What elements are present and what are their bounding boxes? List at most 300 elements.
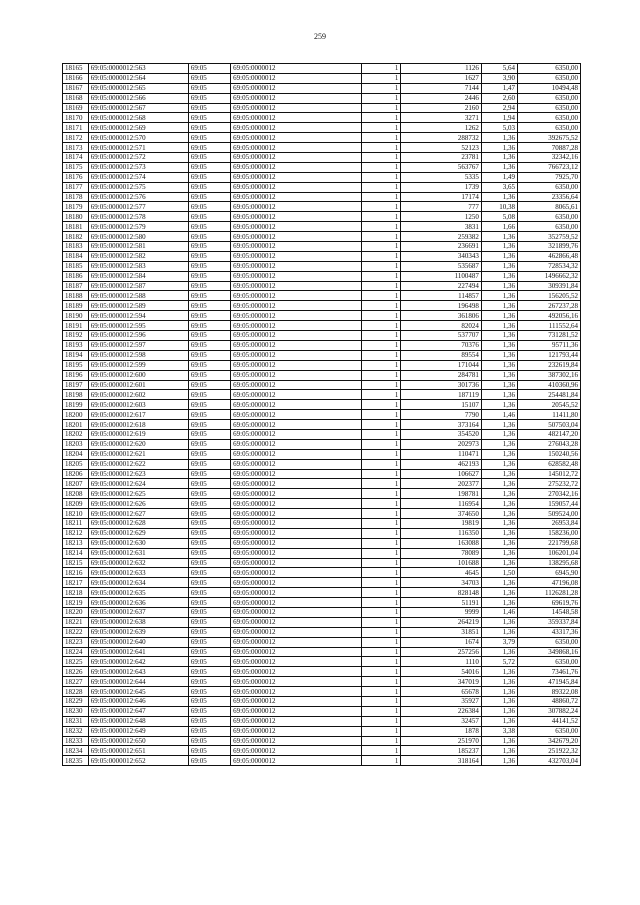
row-number-cell: 18233 <box>63 736 89 746</box>
area-cell: 106627 <box>401 469 481 479</box>
cadastral-number-cell: 69:05:0000012:575 <box>88 182 188 192</box>
region-code-cell: 69:05 <box>188 697 230 707</box>
row-number-cell: 18205 <box>63 459 89 469</box>
region-code-cell: 69:05 <box>188 528 230 538</box>
count-cell: 1 <box>362 746 401 756</box>
rate-cell: 1,36 <box>481 756 517 766</box>
value-cell: 6350,00 <box>518 182 581 192</box>
region-code-cell: 69:05 <box>188 588 230 598</box>
cadastral-number-cell: 69:05:0000012:589 <box>88 301 188 311</box>
value-cell: 10494,48 <box>518 83 581 93</box>
area-cell: 65678 <box>401 687 481 697</box>
region-code-cell: 69:05 <box>188 736 230 746</box>
count-cell: 1 <box>362 103 401 113</box>
cadastral-block-cell: 69:05:0000012 <box>231 736 362 746</box>
count-cell: 1 <box>362 449 401 459</box>
cadastral-number-cell: 69:05:0000012:587 <box>88 281 188 291</box>
cadastral-block-cell: 69:05:0000012 <box>231 182 362 192</box>
count-cell: 1 <box>362 410 401 420</box>
rate-cell: 3,38 <box>481 726 517 736</box>
area-cell: 116954 <box>401 499 481 509</box>
area-cell: 3271 <box>401 113 481 123</box>
value-cell: 267237,28 <box>518 301 581 311</box>
table-row <box>63 340 581 350</box>
rate-cell: 1,36 <box>481 321 517 331</box>
region-code-cell: 69:05 <box>188 716 230 726</box>
cadastral-number-cell: 69:05:0000012:650 <box>88 736 188 746</box>
region-code-cell: 69:05 <box>188 242 230 252</box>
cadastral-block-cell: 69:05:0000012 <box>231 627 362 637</box>
row-number-cell: 18226 <box>63 667 89 677</box>
area-cell: 82024 <box>401 321 481 331</box>
count-cell: 1 <box>362 607 401 617</box>
cadastral-block-cell: 69:05:0000012 <box>231 64 362 74</box>
table-row <box>63 528 581 538</box>
table-row <box>63 459 581 469</box>
count-cell: 1 <box>362 568 401 578</box>
cadastral-number-cell: 69:05:0000012:651 <box>88 746 188 756</box>
row-number-cell: 18190 <box>63 311 89 321</box>
row-number-cell: 18221 <box>63 617 89 627</box>
table-row <box>63 153 581 163</box>
table-row <box>63 706 581 716</box>
area-cell: 52123 <box>401 143 481 153</box>
value-cell: 138295,68 <box>518 558 581 568</box>
row-number-cell: 18196 <box>63 370 89 380</box>
row-number-cell: 18168 <box>63 93 89 103</box>
count-cell: 1 <box>362 242 401 252</box>
rate-cell: 1,36 <box>481 716 517 726</box>
rate-cell: 1,36 <box>481 627 517 637</box>
count-cell: 1 <box>362 93 401 103</box>
region-code-cell: 69:05 <box>188 261 230 271</box>
count-cell: 1 <box>362 340 401 350</box>
table-row <box>63 251 581 261</box>
row-number-cell: 18228 <box>63 687 89 697</box>
region-code-cell: 69:05 <box>188 311 230 321</box>
row-number-cell: 18182 <box>63 232 89 242</box>
area-cell: 374650 <box>401 509 481 519</box>
value-cell: 482147,20 <box>518 429 581 439</box>
region-code-cell: 69:05 <box>188 162 230 172</box>
region-code-cell: 69:05 <box>188 400 230 410</box>
area-cell: 1627 <box>401 73 481 83</box>
table-row <box>63 410 581 420</box>
value-cell: 471945,84 <box>518 677 581 687</box>
table-row <box>63 697 581 707</box>
cadastral-number-cell: 69:05:0000012:631 <box>88 548 188 558</box>
area-cell: 226384 <box>401 706 481 716</box>
row-number-cell: 18217 <box>63 578 89 588</box>
rate-cell: 1,36 <box>481 133 517 143</box>
cadastral-block-cell: 69:05:0000012 <box>231 390 362 400</box>
cadastral-block-cell: 69:05:0000012 <box>231 192 362 202</box>
area-cell: 2160 <box>401 103 481 113</box>
region-code-cell: 69:05 <box>188 489 230 499</box>
region-code-cell: 69:05 <box>188 202 230 212</box>
cadastral-number-cell: 69:05:0000012:618 <box>88 420 188 430</box>
cadastral-number-cell: 69:05:0000012:623 <box>88 469 188 479</box>
rate-cell: 1,36 <box>481 360 517 370</box>
table-row <box>63 64 581 74</box>
row-number-cell: 18207 <box>63 479 89 489</box>
table-row <box>63 499 581 509</box>
table-row <box>63 73 581 83</box>
rate-cell: 3,90 <box>481 73 517 83</box>
cadastral-block-cell: 69:05:0000012 <box>231 716 362 726</box>
cadastral-block-cell: 69:05:0000012 <box>231 380 362 390</box>
area-cell: 1674 <box>401 637 481 647</box>
table-row <box>63 509 581 519</box>
table-row <box>63 420 581 430</box>
value-cell: 14548,58 <box>518 607 581 617</box>
region-code-cell: 69:05 <box>188 340 230 350</box>
area-cell: 1126 <box>401 64 481 74</box>
row-number-cell: 18175 <box>63 162 89 172</box>
rate-cell: 1,36 <box>481 153 517 163</box>
cadastral-block-cell: 69:05:0000012 <box>231 499 362 509</box>
table-row <box>63 756 581 766</box>
value-cell: 47196,08 <box>518 578 581 588</box>
value-cell: 232619,84 <box>518 360 581 370</box>
region-code-cell: 69:05 <box>188 469 230 479</box>
region-code-cell: 69:05 <box>188 331 230 341</box>
count-cell: 1 <box>362 489 401 499</box>
count-cell: 1 <box>362 64 401 74</box>
region-code-cell: 69:05 <box>188 123 230 133</box>
table-row <box>63 607 581 617</box>
row-number-cell: 18185 <box>63 261 89 271</box>
cadastral-block-cell: 69:05:0000012 <box>231 538 362 548</box>
region-code-cell: 69:05 <box>188 548 230 558</box>
cadastral-block-cell: 69:05:0000012 <box>231 350 362 360</box>
cadastral-number-cell: 69:05:0000012:624 <box>88 479 188 489</box>
table-row <box>63 518 581 528</box>
rate-cell: 1,36 <box>481 281 517 291</box>
cadastral-block-cell: 69:05:0000012 <box>231 429 362 439</box>
cadastral-block-cell: 69:05:0000012 <box>231 321 362 331</box>
area-cell: 1110 <box>401 657 481 667</box>
table-row <box>63 439 581 449</box>
area-cell: 163088 <box>401 538 481 548</box>
row-number-cell: 18169 <box>63 103 89 113</box>
row-number-cell: 18211 <box>63 518 89 528</box>
cadastral-block-cell: 69:05:0000012 <box>231 756 362 766</box>
row-number-cell: 18213 <box>63 538 89 548</box>
value-cell: 349868,16 <box>518 647 581 657</box>
cadastral-number-cell: 69:05:0000012:644 <box>88 677 188 687</box>
rate-cell: 1,36 <box>481 311 517 321</box>
value-cell: 492056,16 <box>518 311 581 321</box>
region-code-cell: 69:05 <box>188 479 230 489</box>
table-row <box>63 172 581 182</box>
rate-cell: 1,36 <box>481 479 517 489</box>
cadastral-number-cell: 69:05:0000012:636 <box>88 598 188 608</box>
value-cell: 359337,84 <box>518 617 581 627</box>
rate-cell: 1,36 <box>481 598 517 608</box>
count-cell: 1 <box>362 420 401 430</box>
region-code-cell: 69:05 <box>188 538 230 548</box>
area-cell: 101688 <box>401 558 481 568</box>
cadastral-number-cell: 69:05:0000012:643 <box>88 667 188 677</box>
area-cell: 340343 <box>401 251 481 261</box>
value-cell: 352759,52 <box>518 232 581 242</box>
cadastral-number-cell: 69:05:0000012:579 <box>88 222 188 232</box>
count-cell: 1 <box>362 261 401 271</box>
cadastral-number-cell: 69:05:0000012:640 <box>88 637 188 647</box>
table-row <box>63 222 581 232</box>
count-cell: 1 <box>362 509 401 519</box>
table-row <box>63 182 581 192</box>
cadastral-number-cell: 69:05:0000012:632 <box>88 558 188 568</box>
cadastral-block-cell: 69:05:0000012 <box>231 222 362 232</box>
count-cell: 1 <box>362 578 401 588</box>
cadastral-number-cell: 69:05:0000012:646 <box>88 697 188 707</box>
count-cell: 1 <box>362 469 401 479</box>
cadastral-number-cell: 69:05:0000012:619 <box>88 429 188 439</box>
row-number-cell: 18203 <box>63 439 89 449</box>
region-code-cell: 69:05 <box>188 667 230 677</box>
region-code-cell: 69:05 <box>188 192 230 202</box>
row-number-cell: 18167 <box>63 83 89 93</box>
value-cell: 766723,12 <box>518 162 581 172</box>
table-row <box>63 202 581 212</box>
value-cell: 309391,84 <box>518 281 581 291</box>
cadastral-block-cell: 69:05:0000012 <box>231 469 362 479</box>
region-code-cell: 69:05 <box>188 410 230 420</box>
table-row <box>63 133 581 143</box>
value-cell: 410360,96 <box>518 380 581 390</box>
cadastral-block-cell: 69:05:0000012 <box>231 93 362 103</box>
area-cell: 31851 <box>401 627 481 637</box>
cadastral-number-cell: 69:05:0000012:567 <box>88 103 188 113</box>
region-code-cell: 69:05 <box>188 607 230 617</box>
area-cell: 347019 <box>401 677 481 687</box>
table-row <box>63 400 581 410</box>
value-cell: 387302,16 <box>518 370 581 380</box>
rate-cell: 1,36 <box>481 459 517 469</box>
count-cell: 1 <box>362 251 401 261</box>
cadastral-block-cell: 69:05:0000012 <box>231 281 362 291</box>
cadastral-number-cell: 69:05:0000012:584 <box>88 271 188 281</box>
region-code-cell: 69:05 <box>188 499 230 509</box>
region-code-cell: 69:05 <box>188 647 230 657</box>
area-cell: 462193 <box>401 459 481 469</box>
rate-cell: 1,46 <box>481 410 517 420</box>
row-number-cell: 18179 <box>63 202 89 212</box>
count-cell: 1 <box>362 162 401 172</box>
area-cell: 51191 <box>401 598 481 608</box>
table-row <box>63 588 581 598</box>
area-cell: 185237 <box>401 746 481 756</box>
cadastral-block-cell: 69:05:0000012 <box>231 697 362 707</box>
value-cell: 6350,00 <box>518 103 581 113</box>
cadastral-number-cell: 69:05:0000012:565 <box>88 83 188 93</box>
cadastral-number-cell: 69:05:0000012:637 <box>88 607 188 617</box>
area-cell: 9999 <box>401 607 481 617</box>
area-cell: 563767 <box>401 162 481 172</box>
rate-cell: 1,36 <box>481 499 517 509</box>
rate-cell: 1,36 <box>481 687 517 697</box>
cadastral-block-cell: 69:05:0000012 <box>231 558 362 568</box>
row-number-cell: 18222 <box>63 627 89 637</box>
table-row <box>63 568 581 578</box>
count-cell: 1 <box>362 350 401 360</box>
rate-cell: 1,36 <box>481 242 517 252</box>
count-cell: 1 <box>362 548 401 558</box>
rate-cell: 3,79 <box>481 637 517 647</box>
cadastral-block-cell: 69:05:0000012 <box>231 291 362 301</box>
row-number-cell: 18197 <box>63 380 89 390</box>
rate-cell: 1,36 <box>481 271 517 281</box>
table-row <box>63 736 581 746</box>
region-code-cell: 69:05 <box>188 627 230 637</box>
cadastral-number-cell: 69:05:0000012:596 <box>88 331 188 341</box>
cadastral-block-cell: 69:05:0000012 <box>231 340 362 350</box>
cadastral-number-cell: 69:05:0000012:638 <box>88 617 188 627</box>
value-cell: 48860,72 <box>518 697 581 707</box>
table-row <box>63 647 581 657</box>
area-cell: 202377 <box>401 479 481 489</box>
value-cell: 392675,52 <box>518 133 581 143</box>
value-cell: 6350,00 <box>518 222 581 232</box>
cadastral-number-cell: 69:05:0000012:648 <box>88 716 188 726</box>
table-row <box>63 331 581 341</box>
cadastral-number-cell: 69:05:0000012:642 <box>88 657 188 667</box>
area-cell: 19819 <box>401 518 481 528</box>
value-cell: 509524,00 <box>518 509 581 519</box>
count-cell: 1 <box>362 726 401 736</box>
cadastral-number-cell: 69:05:0000012:627 <box>88 509 188 519</box>
value-cell: 95711,36 <box>518 340 581 350</box>
row-number-cell: 18187 <box>63 281 89 291</box>
rate-cell: 1,36 <box>481 380 517 390</box>
value-cell: 8065,61 <box>518 202 581 212</box>
row-number-cell: 18194 <box>63 350 89 360</box>
area-cell: 34703 <box>401 578 481 588</box>
region-code-cell: 69:05 <box>188 390 230 400</box>
value-cell: 276043,28 <box>518 439 581 449</box>
value-cell: 6350,00 <box>518 123 581 133</box>
cadastral-number-cell: 69:05:0000012:603 <box>88 400 188 410</box>
cadastral-block-cell: 69:05:0000012 <box>231 548 362 558</box>
cadastral-number-cell: 69:05:0000012:645 <box>88 687 188 697</box>
cadastral-block-cell: 69:05:0000012 <box>231 242 362 252</box>
rate-cell: 1,36 <box>481 261 517 271</box>
table-row <box>63 380 581 390</box>
count-cell: 1 <box>362 212 401 222</box>
value-cell: 462866,48 <box>518 251 581 261</box>
table-row <box>63 429 581 439</box>
value-cell: 6350,00 <box>518 113 581 123</box>
count-cell: 1 <box>362 380 401 390</box>
cadastral-table <box>62 63 581 766</box>
cadastral-block-cell: 69:05:0000012 <box>231 331 362 341</box>
row-number-cell: 18216 <box>63 568 89 578</box>
count-cell: 1 <box>362 499 401 509</box>
region-code-cell: 69:05 <box>188 509 230 519</box>
area-cell: 5335 <box>401 172 481 182</box>
cadastral-block-cell: 69:05:0000012 <box>231 726 362 736</box>
cadastral-block-cell: 69:05:0000012 <box>231 301 362 311</box>
region-code-cell: 69:05 <box>188 291 230 301</box>
value-cell: 628582,48 <box>518 459 581 469</box>
cadastral-number-cell: 69:05:0000012:600 <box>88 370 188 380</box>
area-cell: 198781 <box>401 489 481 499</box>
rate-cell: 5,03 <box>481 123 517 133</box>
area-cell: 1250 <box>401 212 481 222</box>
count-cell: 1 <box>362 182 401 192</box>
cadastral-number-cell: 69:05:0000012:563 <box>88 64 188 74</box>
region-code-cell: 69:05 <box>188 113 230 123</box>
area-cell: 284781 <box>401 370 481 380</box>
table-body <box>63 64 581 766</box>
rate-cell: 1,36 <box>481 489 517 499</box>
cadastral-block-cell: 69:05:0000012 <box>231 261 362 271</box>
cadastral-block-cell: 69:05:0000012 <box>231 578 362 588</box>
count-cell: 1 <box>362 360 401 370</box>
area-cell: 4645 <box>401 568 481 578</box>
area-cell: 236691 <box>401 242 481 252</box>
table-row <box>63 123 581 133</box>
area-cell: 7790 <box>401 410 481 420</box>
region-code-cell: 69:05 <box>188 726 230 736</box>
cadastral-block-cell: 69:05:0000012 <box>231 439 362 449</box>
value-cell: 111552,64 <box>518 321 581 331</box>
region-code-cell: 69:05 <box>188 568 230 578</box>
region-code-cell: 69:05 <box>188 598 230 608</box>
table-row <box>63 162 581 172</box>
table-row <box>63 261 581 271</box>
region-code-cell: 69:05 <box>188 172 230 182</box>
rate-cell: 1,36 <box>481 697 517 707</box>
count-cell: 1 <box>362 271 401 281</box>
value-cell: 106201,04 <box>518 548 581 558</box>
table-row <box>63 578 581 588</box>
region-code-cell: 69:05 <box>188 251 230 261</box>
cadastral-number-cell: 69:05:0000012:597 <box>88 340 188 350</box>
cadastral-number-cell: 69:05:0000012:572 <box>88 153 188 163</box>
value-cell: 6350,00 <box>518 726 581 736</box>
row-number-cell: 18199 <box>63 400 89 410</box>
region-code-cell: 69:05 <box>188 133 230 143</box>
rate-cell: 5,08 <box>481 212 517 222</box>
cadastral-number-cell: 69:05:0000012:641 <box>88 647 188 657</box>
cadastral-block-cell: 69:05:0000012 <box>231 657 362 667</box>
region-code-cell: 69:05 <box>188 64 230 74</box>
area-cell: 89554 <box>401 350 481 360</box>
row-number-cell: 18232 <box>63 726 89 736</box>
cadastral-block-cell: 69:05:0000012 <box>231 677 362 687</box>
cadastral-number-cell: 69:05:0000012:625 <box>88 489 188 499</box>
row-number-cell: 18209 <box>63 499 89 509</box>
rate-cell: 1,36 <box>481 400 517 410</box>
cadastral-block-cell: 69:05:0000012 <box>231 202 362 212</box>
count-cell: 1 <box>362 83 401 93</box>
rate-cell: 1,36 <box>481 588 517 598</box>
cadastral-block-cell: 69:05:0000012 <box>231 518 362 528</box>
value-cell: 507503,04 <box>518 420 581 430</box>
table-row <box>63 598 581 608</box>
row-number-cell: 18235 <box>63 756 89 766</box>
table-row <box>63 103 581 113</box>
cadastral-block-cell: 69:05:0000012 <box>231 588 362 598</box>
area-cell: 32457 <box>401 716 481 726</box>
cadastral-block-cell: 69:05:0000012 <box>231 528 362 538</box>
row-number-cell: 18210 <box>63 509 89 519</box>
table-row <box>63 281 581 291</box>
region-code-cell: 69:05 <box>188 657 230 667</box>
